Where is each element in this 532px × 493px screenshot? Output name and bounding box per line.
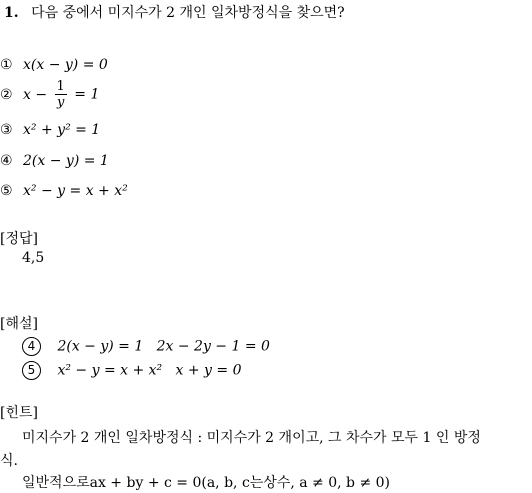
explanation-item-4-expr: 2(x − y) = 1 2x − 2y − 1 = 0 [57,338,270,355]
hint-line-1: 미지수가 2 개인 일차방정식 : 미지수가 2 개이고, 그 차수가 모두 1 인 방정 [22,430,481,446]
option-3 [0,122,100,138]
question-text: 다음 중에서 미지수가 2 개인 일차방정식을 찾으면? [31,5,345,21]
explanation-item-4-marker: 4 [22,337,41,356]
option-3-marker: ③ [0,122,13,138]
option-2-frac-num: 1 [56,79,65,94]
hint-heading: [힌트] [0,405,38,421]
question-line [4,2,345,22]
explanation-item-5 [22,361,242,380]
option-2-frac-den: y [57,95,65,110]
option-1 [0,57,108,73]
option-5-marker: ⑤ [0,183,13,199]
option-2-expr-prefix: x − [23,86,48,103]
option-1-marker: ① [0,57,13,73]
option-2-marker: ② [0,86,13,103]
option-3-expr: x² + y² = 1 [23,122,101,138]
answer-value: 4,5 [22,250,45,266]
option-5 [0,183,128,199]
option-2-fraction [55,80,67,109]
option-2 [0,80,99,109]
option-4-expr: 2(x − y) = 1 [23,153,109,169]
option-1-expr: x(x − y) = 0 [23,57,108,73]
explanation-item-4 [22,337,270,356]
question-number: 1. [4,5,19,21]
explanation-item-5-expr: x² − y = x + x² x + y = 0 [57,362,242,379]
option-4-marker: ④ [0,153,13,169]
option-4 [0,153,109,169]
answer-heading: [정답] [0,231,38,247]
option-5-expr: x² − y = x + x² [23,183,128,199]
explanation-heading: [해설] [0,316,38,332]
explanation-item-5-marker: 5 [22,361,41,380]
hint-line-3: 일반적으로ax + by + c = 0(a, b, c는상수, a ≠ 0, b ≠ 0) [22,475,391,491]
hint-line-2: 식. [0,453,18,469]
option-2-expr-suffix: = 1 [74,86,100,103]
